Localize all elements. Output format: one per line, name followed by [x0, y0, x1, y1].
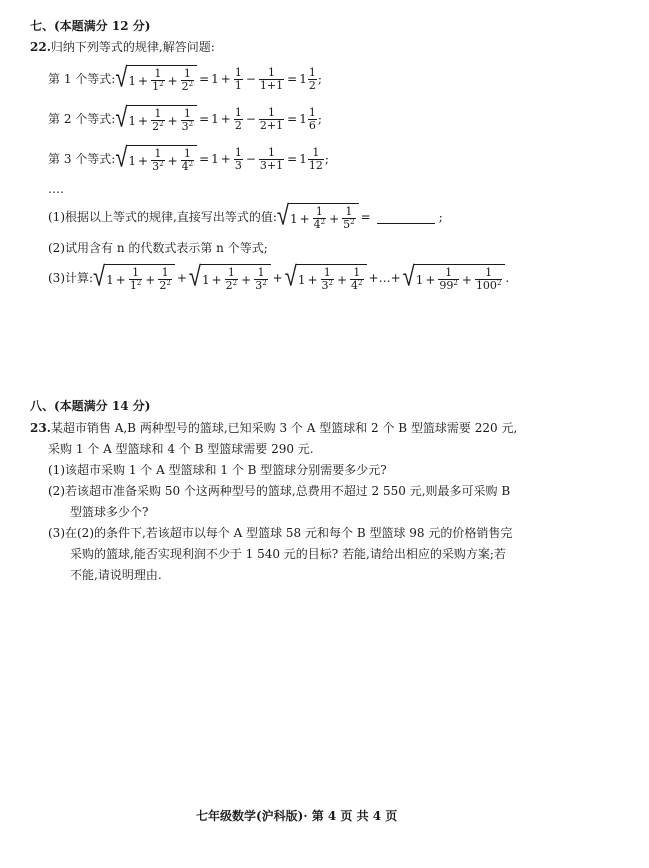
question-23-stem-line-1	[30, 420, 517, 436]
question-number: 23.	[30, 421, 51, 435]
part-text: (1)根据以上等式的规律,直接写出等式的值:	[48, 210, 277, 224]
question-23-part-3-line-3: 不能,请说明理由.	[70, 568, 162, 582]
equation-2	[48, 104, 322, 134]
section-7-header: 七、(本题满分 12 分)	[30, 19, 151, 33]
equation-3	[48, 144, 329, 174]
equation-math: √ 1 + $\frac{1}{1^2}$ + $\frac{1}{2^2}$ = 1 + $\frac{1}{1}$ − $\frac{1}{1+1}$ = 1 $\frac{1}{2}$ ;	[115, 62, 322, 94]
equation-label: 第 1 个等式:	[48, 72, 116, 86]
question-22-part-2: (2)试用含有 n 的代数式表示第 n 个等式;	[48, 241, 268, 255]
equation-math: √ 1 + $\frac{1}{3^2}$ + $\frac{1}{4^2}$ = 1 + $\frac{1}{3}$ − $\frac{1}{3+1}$ = 1 $\frac{1}{12}$ ;	[115, 142, 329, 174]
page-footer: 七年级数学(沪科版)· 第 4 页 共 4 页	[196, 809, 398, 823]
equation-label: 第 3 个等式:	[48, 152, 116, 166]
ellipsis: ….	[48, 182, 64, 196]
question-23-part-2-line-1: (2)若该超市准备采购 50 个这两种型号的篮球,总费用不超过 2 550 元,则最多可采购 B	[48, 484, 511, 498]
equation-math: √ 1 + $\frac{1}{2^2}$ + $\frac{1}{3^2}$ = 1 + $\frac{1}{2}$ − $\frac{1}{2+1}$ = 1 $\frac{1}{6}$ ;	[115, 102, 322, 134]
question-23-part-1: (1)该超市采购 1 个 A 型篮球和 1 个 B 型篮球分别需要多少元?	[48, 463, 387, 477]
question-22-part-3	[48, 262, 509, 294]
question-22-stem	[30, 39, 215, 55]
equation-1	[48, 64, 322, 94]
answer-blank[interactable]	[377, 211, 435, 224]
part-math: √ 1 + $\frac{1}{4^2}$ + $\frac{1}{5^2}$ =	[277, 203, 439, 231]
question-number: 22.	[30, 40, 51, 54]
question-23-stem-line-2: 采购 1 个 A 型篮球和 4 个 B 型篮球需要 290 元.	[48, 442, 314, 456]
question-23-part-2-line-2: 型篮球多少个?	[70, 505, 149, 519]
section-8-header: 八、(本题满分 14 分)	[30, 399, 151, 413]
sum-expression: √ 1 + $\frac{1}{1^2}$ + $\frac{1}{2^2}$ + √ 1 + $\frac{1}{2^2}$ + $\frac{1}{3^2}$ + √ 1 + $\frac{1}{3^2}$ + $\frac{1}{4^2}$ +…+ √ 1 + $\frac{1}{99^2}$ + $\frac{1}{100^2}$ .	[93, 261, 510, 293]
question-22-part-1	[48, 202, 443, 232]
part-end: ;	[438, 210, 443, 224]
equation-label: 第 2 个等式:	[48, 112, 116, 126]
stem-text: 某超市销售 A,B 两种型号的篮球,已知采购 3 个 A 型篮球和 2 个 B 型篮球需要 220 元,	[50, 421, 518, 435]
part-label: (3)计算:	[48, 271, 94, 285]
stem-text: 归纳下列等式的规律,解答问题:	[50, 40, 215, 54]
question-23-part-3-line-1: (3)在(2)的条件下,若该超市以每个 A 型篮球 58 元和每个 B 型篮球 98 元的价格销售完	[48, 526, 513, 540]
question-23-part-3-line-2: 采购的篮球,能否实现利润不少于 1 540 元的目标? 若能,请给出相应的采购方案;若	[70, 547, 506, 561]
